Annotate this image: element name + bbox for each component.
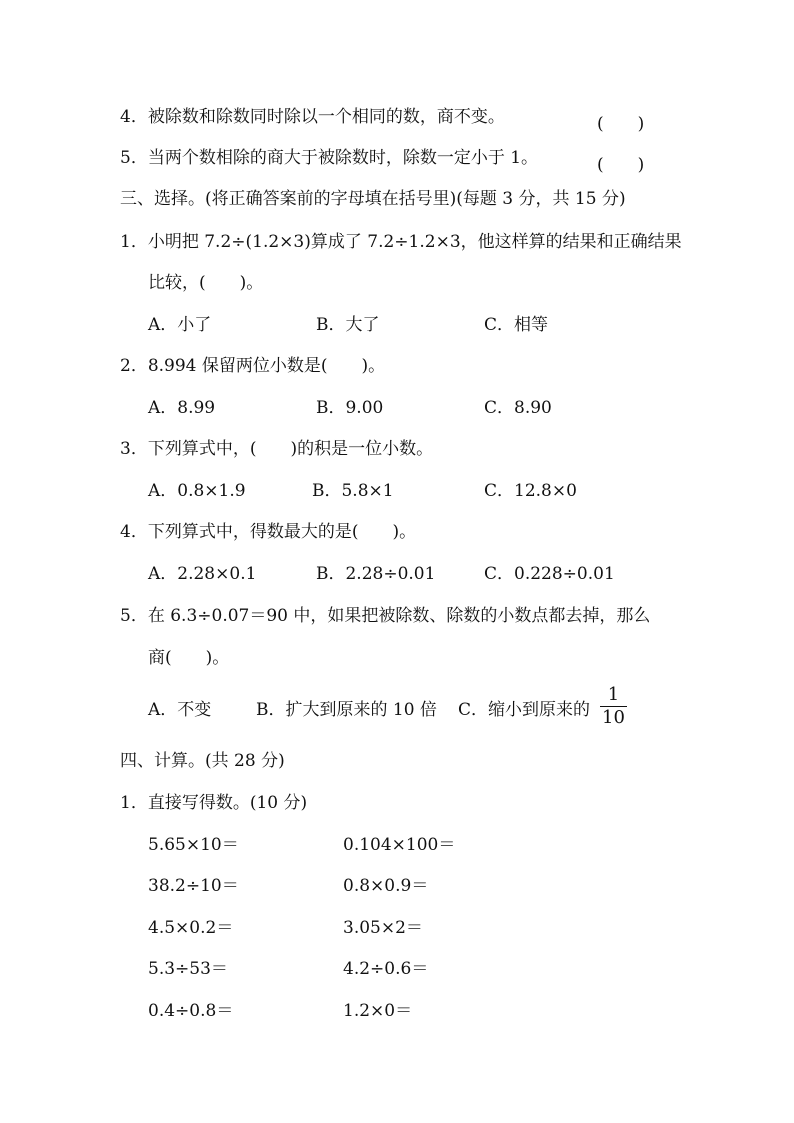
answer-paren-4[interactable]: ( )	[597, 114, 645, 134]
section-4-heading: 四、计算。(共 28 分)	[120, 751, 285, 771]
choice-q4-option-b[interactable]: B．2.28÷0.01	[316, 564, 436, 584]
choice-q3-option-b[interactable]: B．5.8×1	[312, 481, 394, 501]
choice-q4-option-c[interactable]: C．0.228÷0.01	[484, 564, 615, 584]
choice-q5-option-c[interactable]: C．缩小到原来的	[458, 700, 591, 720]
choice-q3-option-a[interactable]: A．0.8×1.9	[148, 481, 246, 501]
fraction-one-tenth	[600, 686, 627, 727]
choice-q5-line2: 商( )。	[148, 648, 230, 668]
choice-q1-option-c[interactable]: C．相等	[484, 315, 549, 335]
calc-right-4: 4.2÷0.6＝	[343, 959, 429, 979]
choice-q2: 2．8.994 保留两位小数是( )。	[120, 356, 386, 376]
choice-q4-option-a[interactable]: A．2.28×0.1	[148, 564, 257, 584]
choice-q1-option-b[interactable]: B．大了	[316, 315, 380, 335]
calc-left-3: 4.5×0.2＝	[148, 918, 234, 938]
section-3-heading: 三、选择。(将正确答案前的字母填在括号里)(每题 3 分，共 15 分)	[120, 189, 626, 209]
calc-sub1-heading: 1．直接写得数。(10 分)	[120, 793, 308, 813]
answer-paren-5[interactable]: ( )	[597, 155, 645, 175]
calc-left-1: 5.65×10＝	[148, 835, 239, 855]
calc-right-3: 3.05×2＝	[343, 918, 423, 938]
fraction-numerator: 1	[607, 684, 620, 705]
choice-q2-option-c[interactable]: C．8.90	[484, 398, 552, 418]
choice-q2-option-a[interactable]: A．8.99	[148, 398, 216, 418]
choice-q5-option-b[interactable]: B．扩大到原来的 10 倍	[256, 700, 437, 720]
calc-left-5: 0.4÷0.8＝	[148, 1001, 234, 1021]
choice-q3: 3．下列算式中，( )的积是一位小数。	[120, 439, 434, 459]
choice-q2-option-b[interactable]: B．9.00	[316, 398, 384, 418]
choice-q1-option-a[interactable]: A．小了	[148, 315, 212, 335]
calc-left-2: 38.2÷10＝	[148, 876, 239, 896]
choice-q5-line1: 5．在 6.3÷0.07＝90 中，如果把被除数、除数的小数点都去掉，那么	[120, 606, 651, 626]
choice-q5-option-a[interactable]: A．不变	[148, 700, 212, 720]
fraction-denominator: 10	[602, 707, 625, 728]
choice-q4: 4．下列算式中，得数最大的是( )。	[120, 522, 417, 542]
choice-q3-option-c[interactable]: C．12.8×0	[484, 481, 577, 501]
calc-right-2: 0.8×0.9＝	[343, 876, 429, 896]
calc-right-1: 0.104×100＝	[343, 835, 456, 855]
judge-item-5: 5．当两个数相除的商大于被除数时，除数一定小于 1。	[120, 148, 539, 168]
choice-q1-line2: 比较，( )。	[148, 273, 264, 293]
calc-right-5: 1.2×0＝	[343, 1001, 413, 1021]
choice-q1-line1: 1．小明把 7.2÷(1.2×3)算成了 7.2÷1.2×3，他这样算的结果和正确结果	[120, 232, 682, 252]
judge-item-4: 4．被除数和除数同时除以一个相同的数，商不变。	[120, 107, 505, 127]
calc-left-4: 5.3÷53＝	[148, 959, 228, 979]
